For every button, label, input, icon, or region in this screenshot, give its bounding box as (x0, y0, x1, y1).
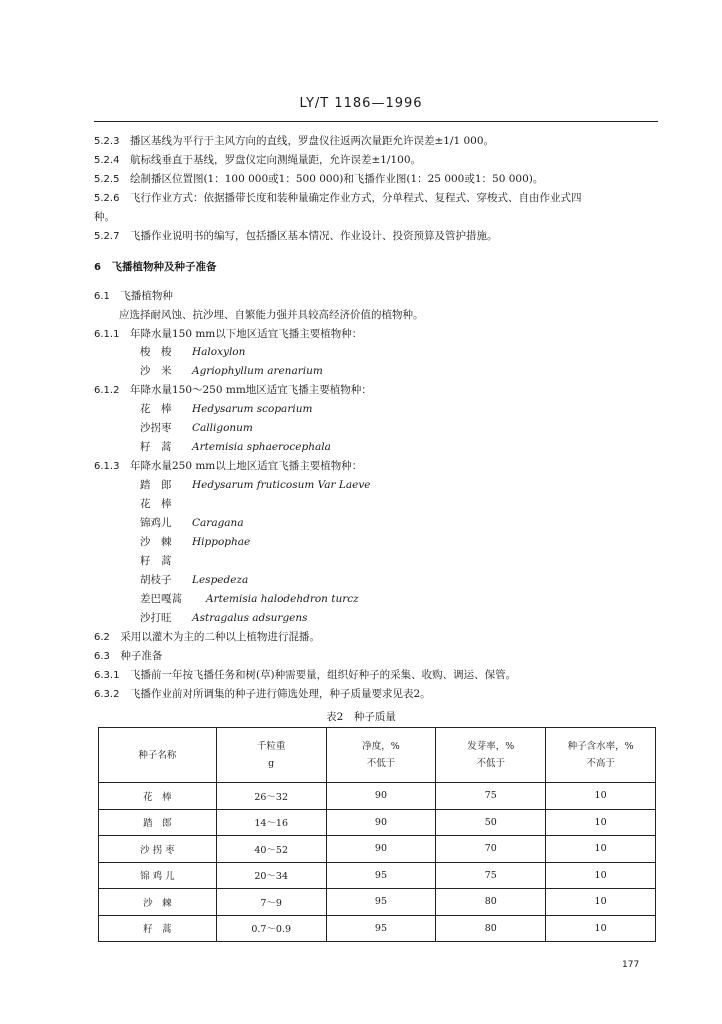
clause-5-2-6-cont: 种。 (94, 211, 115, 223)
table-cell: 70 (436, 836, 546, 863)
table-cell: 26～32 (216, 783, 326, 810)
table-cell: 90 (326, 836, 436, 863)
table-cell: 95 (326, 915, 436, 942)
seed-quality-table (98, 727, 656, 942)
table-cell: 40～52 (216, 836, 326, 863)
table-cell: 95 (326, 862, 436, 889)
clause-5-2-7: 5.2.7 飞播作业说明书的编写，包括播区基本情况、作业设计、投资预算及管护措施。 (94, 230, 498, 242)
table-caption: 表2 种子质量 (326, 711, 396, 723)
table-cell: 20～34 (216, 862, 326, 889)
species-item: 沙 棘 Hippophae (140, 536, 251, 548)
header-rule (94, 121, 658, 122)
table-cell: 踏 郎 (99, 809, 217, 836)
species-item: 籽 蒿 (140, 555, 172, 567)
document-header: LY/T 1186—1996 (299, 96, 423, 111)
table-cell: 花 棒 (99, 783, 217, 810)
clause-6-1-3: 6.1.3 年降水量250 mm以上地区适宜飞播主要植物种： (94, 460, 363, 472)
table-cell: 沙 拐 枣 (99, 836, 217, 863)
table-row (99, 862, 656, 889)
clause-5-2-5: 5.2.5 绘制播区位置图(1：100 000或1：500 000)和飞播作业图(1：25 000或1：50 000)。 (94, 173, 544, 185)
species-item: 沙 米 Agriophyllum arenarium (140, 365, 323, 377)
table-row (99, 783, 656, 810)
table-row (99, 809, 656, 836)
section-6-heading: 6 飞播植物种及种子准备 (94, 261, 217, 273)
table-header: 净度，% 不低于 (326, 728, 436, 783)
table-cell: 80 (436, 889, 546, 916)
clause-6-1-2: 6.1.2 年降水量150～250 mm地区适宜飞播主要植物种： (94, 384, 372, 396)
table-cell: 7～9 (216, 889, 326, 916)
clause-6-1-body: 应选择耐风蚀、抗沙埋、自繁能力强并具较高经济价值的植物种。 (119, 309, 424, 321)
table-cell: 10 (546, 809, 656, 836)
clause-6-1: 6.1 飞播植物种 (94, 290, 173, 302)
table-cell: 0.7～0.9 (216, 915, 326, 942)
table-cell: 10 (546, 783, 656, 810)
clause-5-2-3: 5.2.3 播区基线为平行于主风方向的直线，罗盘仪往返两次量距允许误差±1/1 000。 (94, 135, 495, 147)
table-cell: 80 (436, 915, 546, 942)
species-item: 胡枝子 Lespedeza (140, 574, 249, 586)
table-header-row (99, 728, 656, 783)
table-cell: 90 (326, 783, 436, 810)
table-header: 发芽率，% 不低于 (436, 728, 546, 783)
clause-6-1-1: 6.1.1 年降水量150 mm以下地区适宜飞播主要植物种： (94, 328, 363, 340)
table-cell: 75 (436, 783, 546, 810)
table-cell: 14～16 (216, 809, 326, 836)
table-row (99, 915, 656, 942)
table-cell: 50 (436, 809, 546, 836)
species-item: 沙拐枣 Calligonum (140, 422, 253, 434)
species-item: 梭 梭 Haloxylon (140, 346, 246, 358)
table-cell: 95 (326, 889, 436, 916)
species-item: 踏 郎 Hedysarum fruticosum Var Laeve (140, 479, 371, 491)
clause-6-3-2: 6.3.2 飞播作业前对所调集的种子进行筛选处理，种子质量要求见表2。 (94, 688, 431, 700)
clause-5-2-6: 5.2.6 飞行作业方式：依据播带长度和装种量确定作业方式，分单程式、复程式、穿梭式、自由作业式四 (94, 192, 582, 204)
table-cell: 籽 蒿 (99, 915, 217, 942)
clause-6-2: 6.2 采用以灌木为主的二种以上植物进行混播。 (94, 631, 320, 643)
table-row (99, 889, 656, 916)
clause-5-2-4: 5.2.4 航标线垂直于基线，罗盘仪定向测绳量距，允许误差±1/100。 (94, 154, 422, 166)
species-item: 花 棒 Hedysarum scoparium (140, 403, 313, 415)
table-cell: 75 (436, 862, 546, 889)
clause-6-3-1: 6.3.1 飞播前一年按飞播任务和树(草)种需要量，组织好种子的采集、收购、调运、保管。 (94, 669, 517, 681)
species-item: 籽 蒿 Artemisia sphaerocephala (140, 441, 331, 453)
table-cell: 10 (546, 862, 656, 889)
species-item: 差巴嘎蒿 Artemisia halodehdron turcz (140, 593, 359, 605)
species-item: 沙打旺 Astragalus adsurgens (140, 612, 308, 624)
table-cell: 沙 棘 (99, 889, 217, 916)
species-item: 花 棒 (140, 498, 172, 510)
table-cell: 10 (546, 836, 656, 863)
table-header: 种子含水率，% 不高于 (546, 728, 656, 783)
table-cell: 10 (546, 889, 656, 916)
table-cell: 锦 鸡 儿 (99, 862, 217, 889)
species-item: 锦鸡儿 Caragana (140, 517, 244, 529)
table-header: 千粒重 g (216, 728, 326, 783)
table-header: 种子名称 (99, 728, 217, 783)
table-cell: 10 (546, 915, 656, 942)
clause-6-3: 6.3 种子准备 (94, 650, 163, 662)
table-cell: 90 (326, 809, 436, 836)
table-row (99, 836, 656, 863)
page-number: 177 (622, 960, 640, 970)
